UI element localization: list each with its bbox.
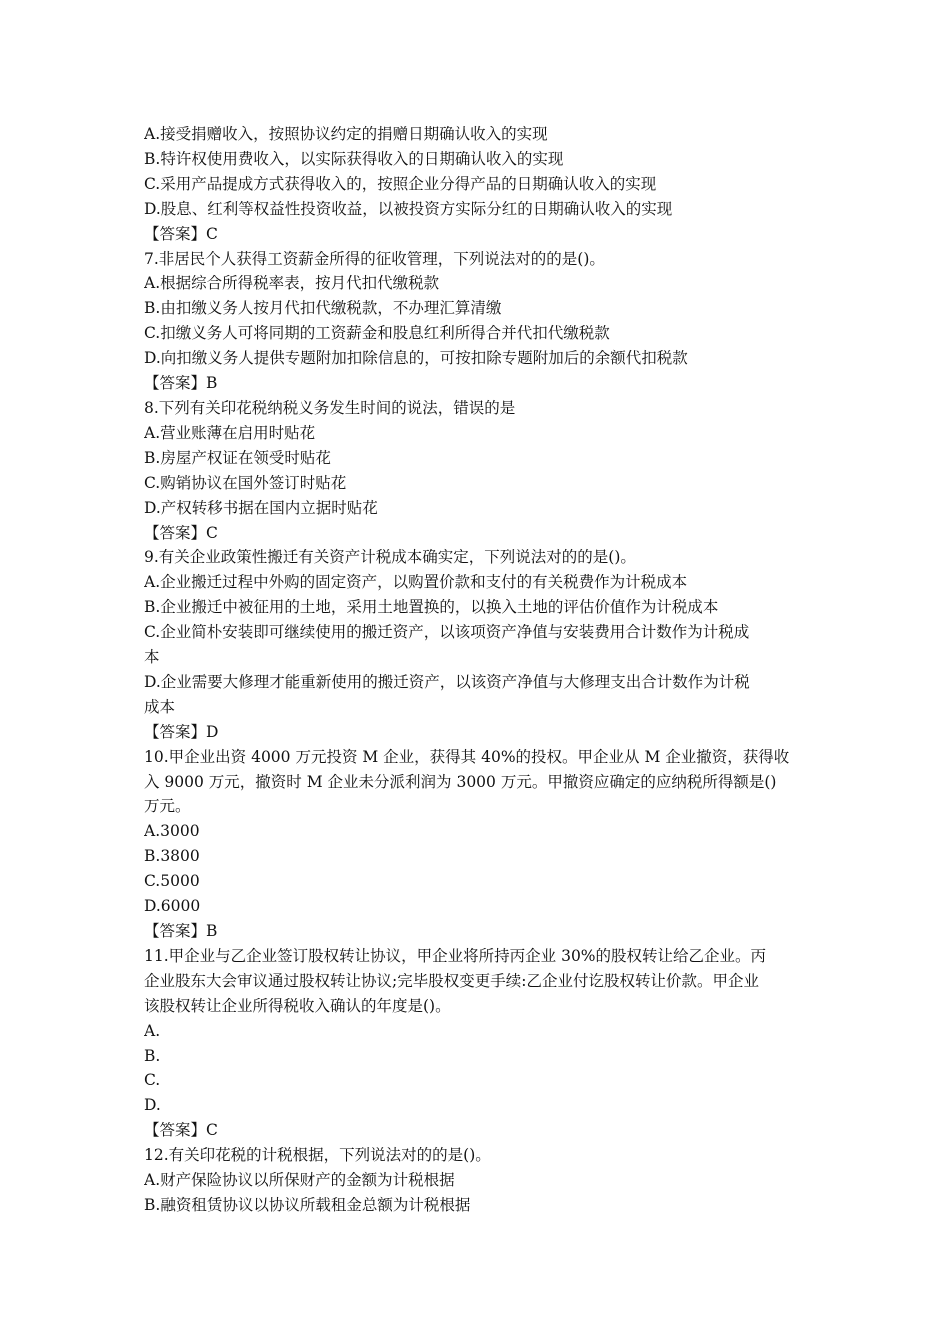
text-line: 【答案】B <box>144 374 218 393</box>
text-line: 该股权转让企业所得税收入确认的年度是()。 <box>144 996 451 1015</box>
text-line: 10.甲企业出资 4000 万元投资 M 企业，获得其 40%的投权。甲企业从 M 企业撤资，获得收 <box>144 747 790 766</box>
text-line: C.企业简朴安装即可继续使用的搬迁资产，以该项资产净值与安装费用合计数作为计税成 <box>144 623 750 642</box>
text-line: A.接受捐赠收入，按照协议约定的捐赠日期确认收入的实现 <box>144 125 548 143</box>
text-line: 8.下列有关印花税纳税义务发生时间的说法，错误的是 <box>144 398 516 417</box>
text-line: A.营业账薄在启用时贴花 <box>144 423 316 442</box>
text-line: B. <box>144 1046 161 1065</box>
text-line: A.根据综合所得税率表，按月代扣代缴税款 <box>144 274 440 293</box>
text-line: C.5000 <box>144 872 200 891</box>
text-line: D.产权转移书据在国内立据时贴花 <box>144 498 378 517</box>
text-line: 企业股东大会审议通过股权转让协议;完毕股权变更手续:乙企业付讫股权转让价款。甲企业 <box>144 971 759 990</box>
text-line: 11.甲企业与乙企业签订股权转让协议，甲企业将所持丙企业 30%的股权转让给乙企业。丙 <box>144 946 767 965</box>
text-line: C. <box>144 1071 161 1090</box>
text-line: A. <box>144 1021 161 1040</box>
text-line: B.由扣缴义务人按月代扣代缴税款，不办理汇算清缴 <box>144 299 502 318</box>
text-line: 【答案】C <box>144 523 218 542</box>
text-line: D.向扣缴义务人提供专题附加扣除信息的，可按扣除专题附加后的余额代扣税款 <box>144 349 688 368</box>
text-line: 本 <box>144 648 160 667</box>
text-line: A.财产保险协议以所保财产的金额为计税根据 <box>144 1171 455 1190</box>
text-line: 成本 <box>144 697 176 716</box>
text-line: 7.非居民个人获得工资薪金所得的征收管理，下列说法对的的是()。 <box>144 249 605 268</box>
text-line: A.3000 <box>144 822 200 841</box>
text-line: 【答案】C <box>144 224 218 243</box>
text-line: B.房屋产权证在领受时贴花 <box>144 448 331 467</box>
text-line: 【答案】D <box>144 722 219 741</box>
text-line: D.股息、红利等权益性投资收益，以被投资方实际分红的日期确认收入的实现 <box>144 199 673 218</box>
text-line: 【答案】B <box>144 922 218 940</box>
text-line: D.企业需要大修理才能重新使用的搬迁资产，以该资产净值与大修理支出合计数作为计税 <box>144 672 750 691</box>
text-line: D.6000 <box>144 897 201 916</box>
text-line: 12.有关印花税的计税根据，下列说法对的的是()。 <box>144 1146 491 1165</box>
text-line: C.购销协议在国外签订时贴花 <box>144 473 347 492</box>
text-line: B.3800 <box>144 847 200 866</box>
text-line: B.特许权使用费收入，以实际获得收入的日期确认收入的实现 <box>144 149 564 168</box>
text-line: C.扣缴义务人可将同期的工资薪金和股息红利所得合并代扣代缴税款 <box>144 324 610 343</box>
text-line: 9.有关企业政策性搬迁有关资产计税成本确实定，下列说法对的的是()。 <box>144 548 636 567</box>
text-line: 入 9000 万元，撤资时 M 企业未分派利润为 3000 万元。甲撤资应确定的应纳税所得额是() <box>144 772 777 791</box>
document-body <box>144 122 812 1218</box>
text-line: C.采用产品提成方式获得收入的，按照企业分得产品的日期确认收入的实现 <box>144 174 657 193</box>
text-line: B.融资租赁协议以协议所载租金总额为计税根据 <box>144 1195 471 1214</box>
text-line: A.企业搬迁过程中外购的固定资产，以购置价款和支付的有关税费作为计税成本 <box>144 573 688 592</box>
text-line: D. <box>144 1096 161 1115</box>
text-line: B.企业搬迁中被征用的土地，采用土地置换的，以换入土地的评估价值作为计税成本 <box>144 598 719 617</box>
text-line: 【答案】C <box>144 1121 218 1140</box>
text-line: 万元。 <box>144 797 191 816</box>
